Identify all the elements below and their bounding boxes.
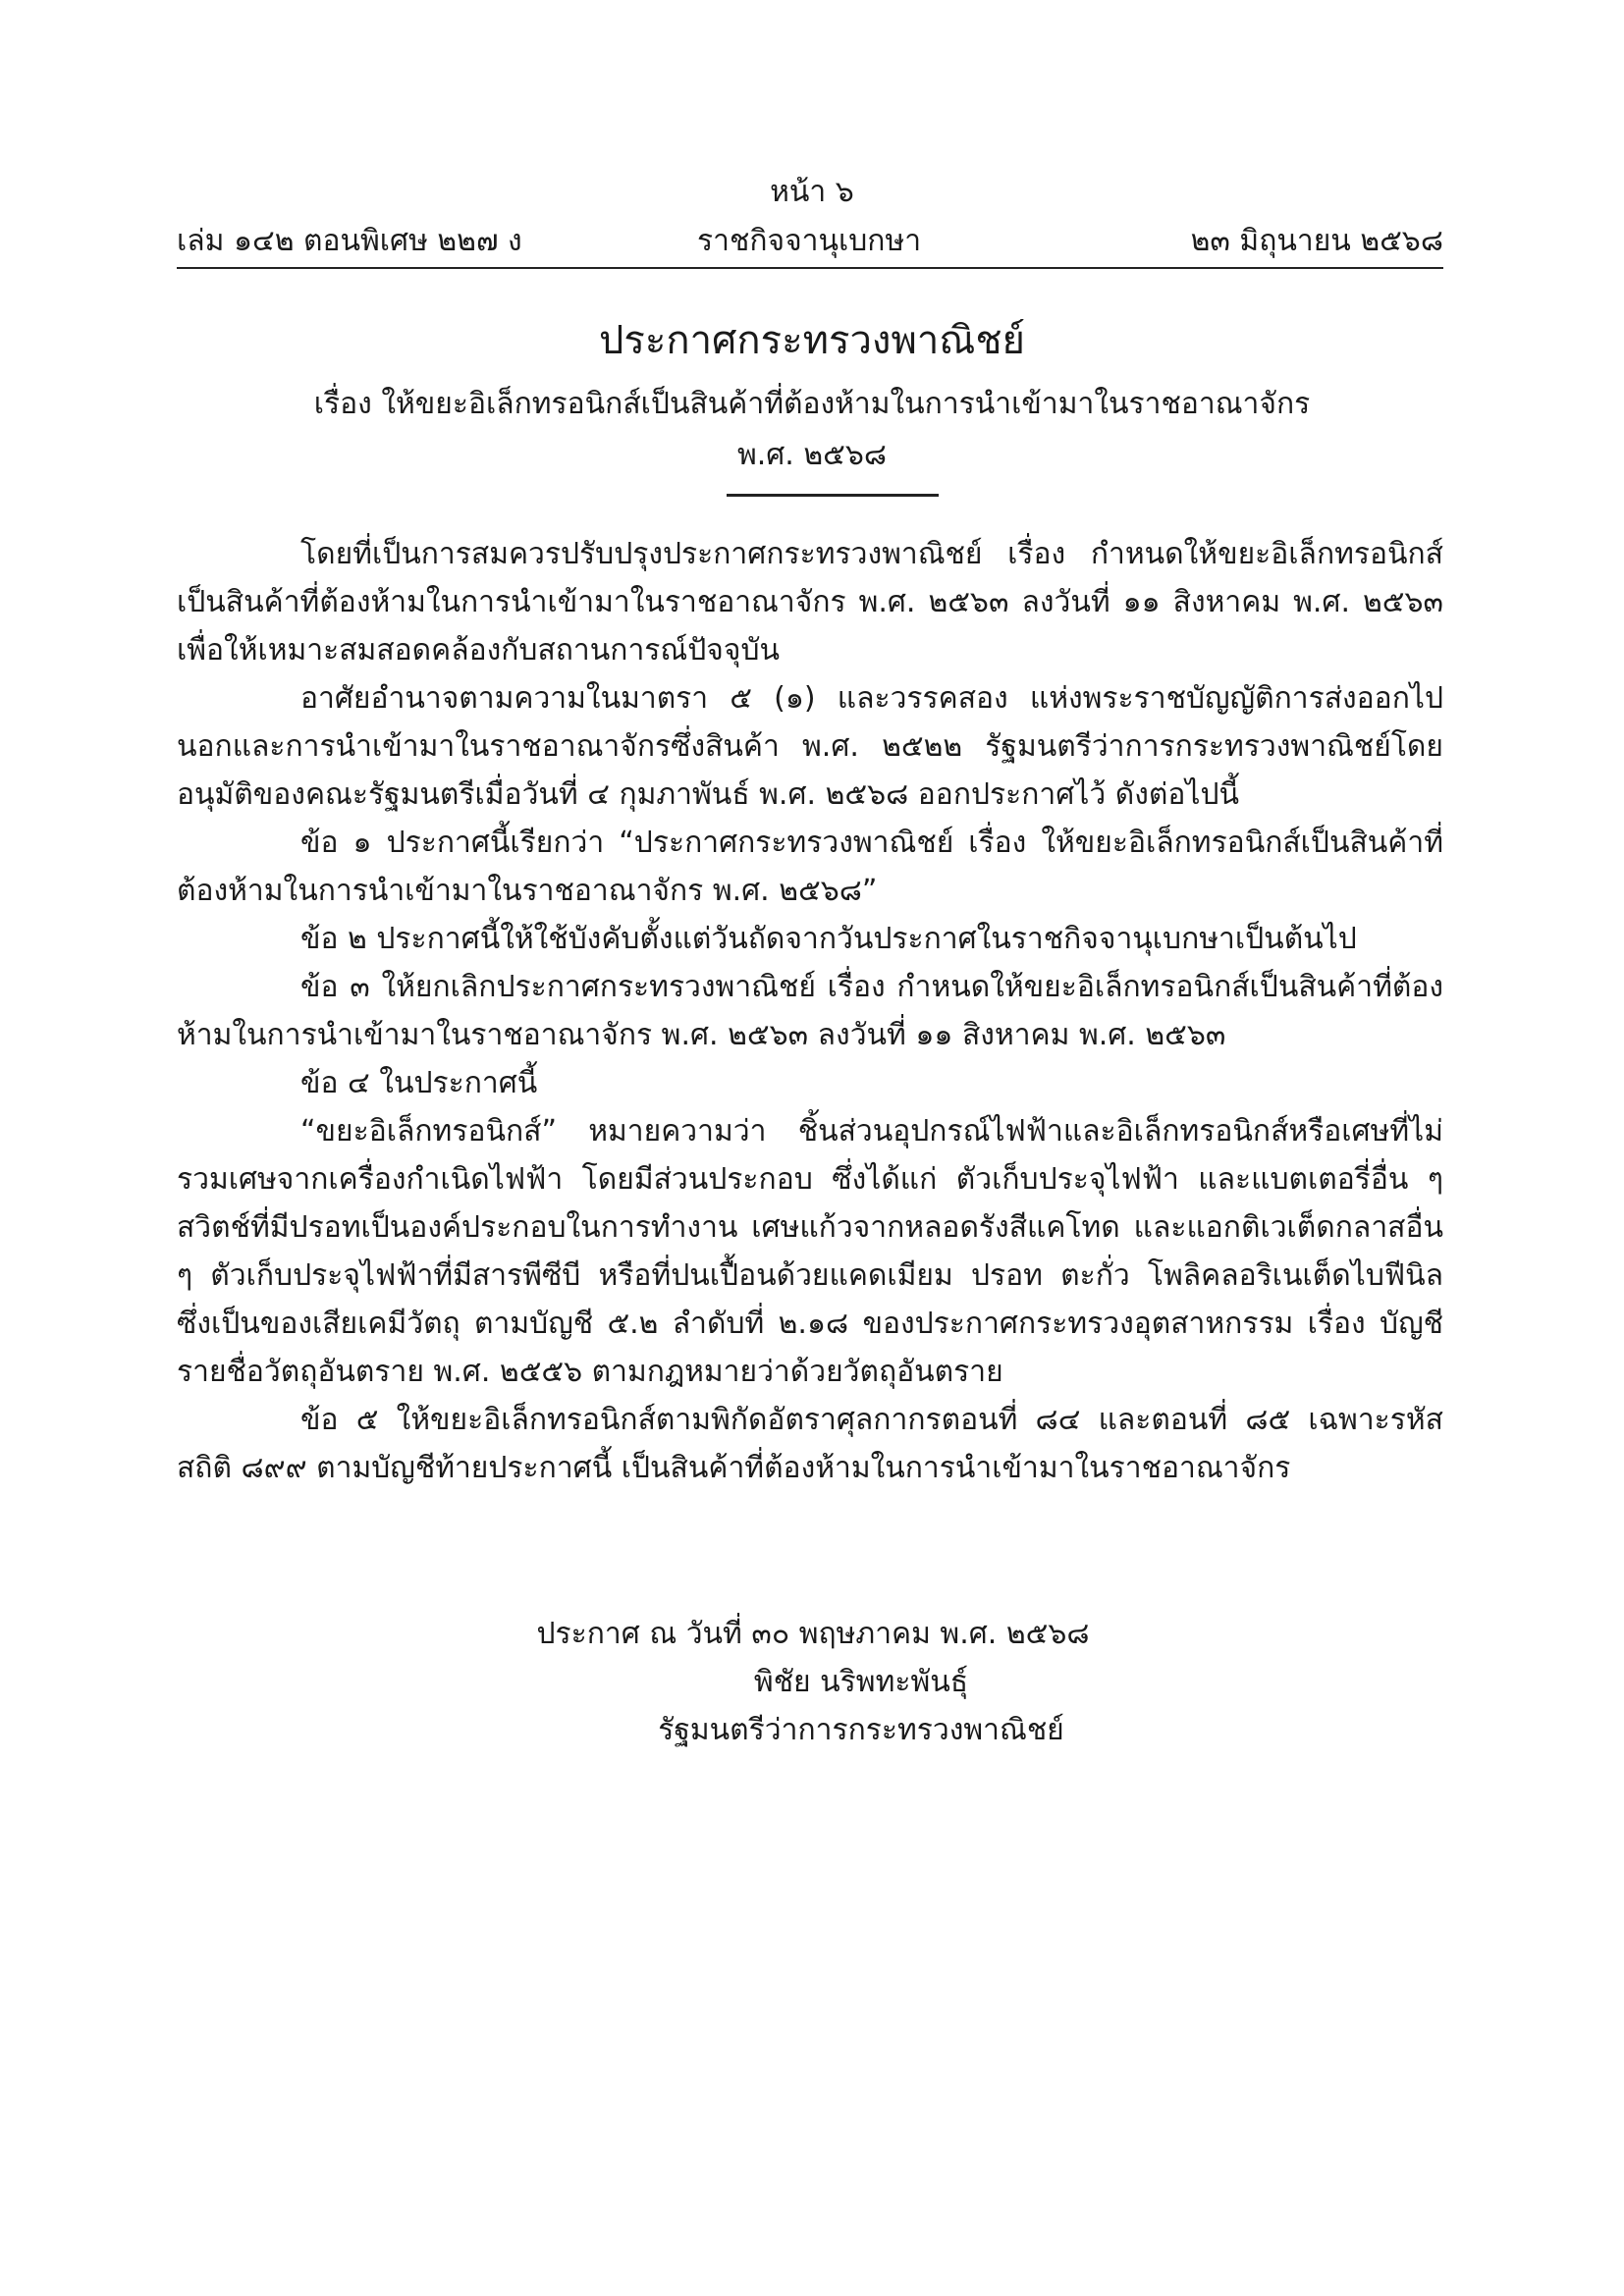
header-divider xyxy=(177,267,1443,269)
paragraph-preamble: โดยที่เป็นการสมควรปรับปรุงประกาศกระทรวงพาณิชย์ เรื่อง กำหนดให้ขยะอิเล็กทรอนิกส์เป็นสินค้าที่ต้องห้ามในการนำเข้ามาในราชอาณาจักร พ.ศ. ๒๕๖๓ ลงวันที่ ๑๑ สิงหาคม พ.ศ. ๒๕๖๓ เพื่อให้เหมาะสมสอดคล้องกับสถานการณ์ปัจจุบัน xyxy=(177,537,1444,667)
signatory-position: รัฐมนตรีว่าการกระทรวงพาณิชย์ xyxy=(658,1713,1064,1747)
signature-date: ประกาศ ณ วันที่ ๓๐ พฤษภาคม พ.ศ. ๒๕๖๘ xyxy=(536,1617,1090,1651)
document-year: พ.ศ. ๒๕๖๘ xyxy=(736,438,888,472)
clause-5: ข้อ ๕ ให้ขยะอิเล็กทรอนิกส์ตามพิกัดอัตราศุลกากรตอนที่ ๘๔ และตอนที่ ๘๕ เฉพาะรหัสสถิติ ๘๙๙ ตามบัญชีท้ายประกาศนี้ เป็นสินค้าที่ต้องห้ามในการนำเข้ามาในราชอาณาจักร xyxy=(177,1403,1443,1485)
clause-4: ข้อ ๔ ในประกาศนี้ xyxy=(300,1066,538,1100)
gazette-name: ราชกิจจานุเบกษา xyxy=(697,224,922,258)
announcement-body xyxy=(177,530,1443,1492)
page-number: หน้า ๖ xyxy=(770,175,854,209)
document-title: ประกาศกระทรวงพาณิชย์ xyxy=(599,318,1025,363)
clause-3: ข้อ ๓ ให้ยกเลิกประกาศกระทรวงพาณิชย์ เรื่อง กำหนดให้ขยะอิเล็กทรอนิกส์เป็นสินค้าที่ต้องห้ามในการนำเข้ามาในราชอาณาจักร พ.ศ. ๒๕๖๓ ลงวันที่ ๑๑ สิงหาคม พ.ศ. ๒๕๖๓ xyxy=(177,970,1443,1052)
clause-2: ข้อ ๒ ประกาศนี้ให้ใช้บังคับตั้งแต่วันถัดจากวันประกาศในราชกิจจานุเบกษาเป็นต้นไป xyxy=(300,922,1357,956)
definition-e-waste: “ขยะอิเล็กทรอนิกส์” หมายความว่า ชิ้นส่วนอุปกรณ์ไฟฟ้าและอิเล็กทรอนิกส์หรือเศษที่ไม่รวมเศษจากเครื่องกำเนิดไฟฟ้า โดยมีส่วนประกอบ ซึ่งได้แก่ ตัวเก็บประจุไฟฟ้า และแบตเตอรี่อื่น ๆ สวิตช์ที่มีปรอทเป็นองค์ประกอบในการทำงาน เศษแก้วจากหลอดรังสีแคโทด และแอกติเวเต็ดกลาสอื่น ๆ ตัวเก็บประจุไฟฟ้าที่มีสารพีซีบี หรือที่ปนเปื้อนด้วยแคดเมียม ปรอท ตะกั่ว โพลิคลอริเนเต็ดไบฟีนิล ซึ่งเป็นของเสียเคมีวัตถุ ตามบัญชี ๕.๒ ลำดับที่ ๒.๑๘ ของประกาศกระทรวงอุตสาหกรรม เรื่อง บัญชีรายชื่อวัตถุอันตราย พ.ศ. ๒๕๕๖ ตามกฎหมายว่าด้วยวัตถุอันตราย xyxy=(177,1114,1443,1389)
paragraph-authority: อาศัยอำนาจตามความในมาตรา ๕ (๑) และวรรคสอง แห่งพระราชบัญญัติการส่งออกไปนอกและการนำเข้ามาในราชอาณาจักรซึ่งสินค้า พ.ศ. ๒๕๒๒ รัฐมนตรีว่าการกระทรวงพาณิชย์โดยอนุมัติของคณะรัฐมนตรีเมื่อวันที่ ๔ กุมภาพันธ์ พ.ศ. ๒๕๖๘ ออกประกาศไว้ ดังต่อไปนี้ xyxy=(177,681,1443,812)
gazette-date: ๒๓ มิถุนายน ๒๕๖๘ xyxy=(1190,224,1443,258)
document-subject: เรื่อง ให้ขยะอิเล็กทรอนิกส์เป็นสินค้าที่ต้องห้ามในการนำเข้ามาในราชอาณาจักร xyxy=(313,387,1311,421)
signatory-name: พิชัย นริพทะพันธุ์ xyxy=(753,1665,969,1699)
signature-block xyxy=(0,1610,1624,1754)
volume-issue: เล่ม ๑๔๒ ตอนพิเศษ ๒๒๗ ง xyxy=(177,224,522,258)
title-divider xyxy=(727,494,939,497)
clause-1: ข้อ ๑ ประกาศนี้เรียกว่า “ประกาศกระทรวงพาณิชย์ เรื่อง ให้ขยะอิเล็กทรอนิกส์เป็นสินค้าที่ต้องห้ามในการนำเข้ามาในราชอาณาจักร พ.ศ. ๒๕๖๘” xyxy=(177,826,1443,908)
